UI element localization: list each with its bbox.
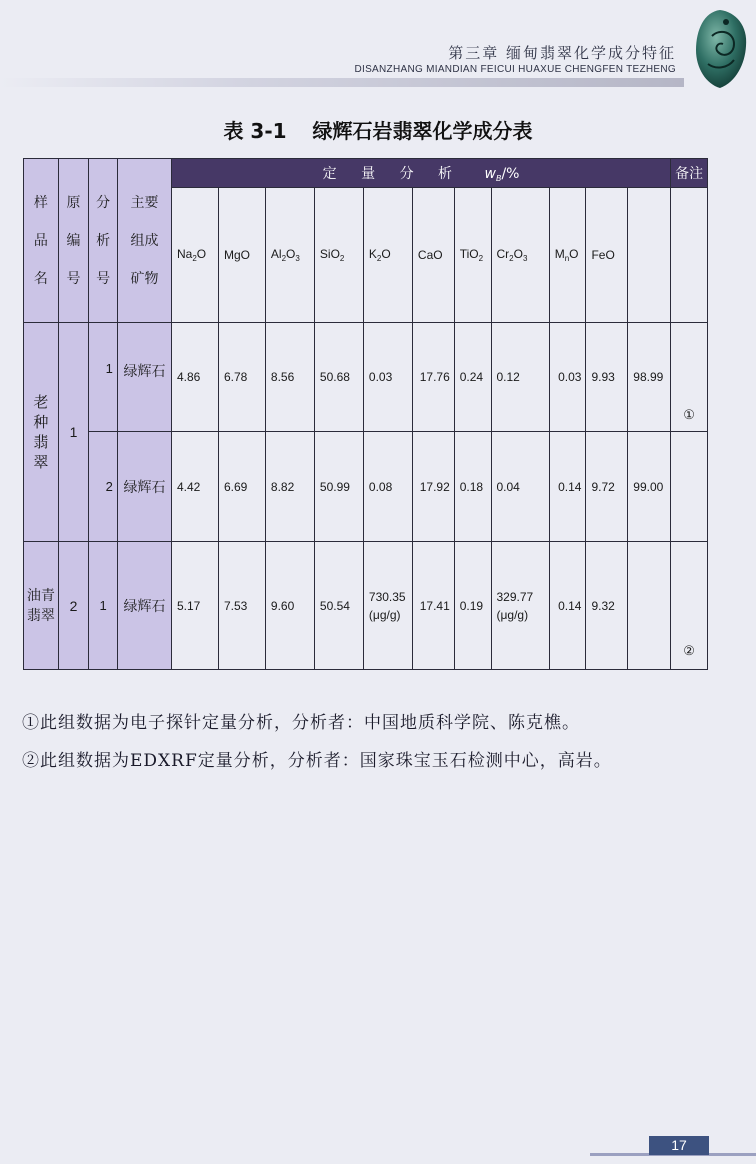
value-cell: [314, 432, 363, 542]
footnote-1: ①此组数据为电子探针定量分析，分析者：中国地质科学院、陈克樵。: [22, 713, 580, 733]
value-text: 9.60: [270, 598, 295, 613]
value-text: 17.76: [419, 370, 450, 384]
oxide-text: O: [569, 247, 579, 261]
oxide-header: [363, 188, 412, 323]
jade-carving-icon: [690, 6, 752, 92]
header-original-no: [58, 159, 89, 323]
oxide-text: Na: [177, 247, 193, 261]
original-no-cell: 2: [58, 542, 89, 670]
header-text: 析: [96, 232, 111, 249]
table-number: 表 3-1: [223, 119, 287, 143]
value-text: 9.32: [591, 598, 615, 613]
value-cell: [454, 542, 491, 670]
value-cell: [314, 542, 363, 670]
mineral-cell: 绿辉石: [117, 542, 171, 670]
oxide-text: MgO: [223, 248, 250, 262]
value-cell: [412, 323, 454, 432]
value-text: 50.54: [319, 598, 350, 613]
oxide-header: [265, 188, 314, 323]
oxide-subscript: 2: [281, 254, 287, 263]
header-text: 组成: [130, 232, 159, 249]
value-cell: [412, 432, 454, 542]
oxide-text: O: [196, 247, 207, 261]
value-text: 6.69: [223, 479, 248, 494]
value-cell: [265, 542, 314, 670]
value-cell: [218, 542, 265, 670]
value-text: 9.72: [591, 479, 615, 494]
value-cell: [454, 432, 491, 542]
value-text: 730.35: [368, 589, 406, 604]
oxide-text: SiO: [319, 247, 340, 261]
analysis-no-cell: 2: [89, 432, 118, 542]
value-cell: [412, 542, 454, 670]
table-caption: [0, 115, 756, 144]
analysis-no-cell: 1: [89, 323, 118, 432]
sample-name-char: 种: [33, 413, 49, 431]
value-text: 9.93: [591, 370, 615, 384]
oxide-text: O: [513, 247, 523, 261]
value-text: 0.12: [496, 370, 520, 384]
sample-name-cell: [24, 323, 59, 542]
header-sample-name: [24, 159, 59, 323]
value-cell: [172, 432, 219, 542]
value-cell: [172, 542, 219, 670]
oxide-text: Al: [270, 247, 282, 261]
remark-cell: ②: [671, 542, 708, 670]
value-cell: [218, 323, 265, 432]
value-text: 5.17: [177, 598, 201, 613]
header-remarks: 备注: [671, 159, 708, 188]
chapter-title-cn: 第三章 缅甸翡翠化学成分特征: [448, 44, 676, 62]
chapter-title-en: DISANZHANG MIANDIAN FEICUI HUAXUE CHENGFEN TEZHENG: [354, 64, 676, 75]
value-text: 4.86: [177, 370, 201, 384]
value-text: 8.56: [270, 370, 295, 384]
oxide-subscript: 3: [522, 254, 528, 263]
value-text: 0.18: [459, 479, 484, 494]
value-cell: [549, 323, 586, 432]
header-text: 原: [66, 194, 81, 211]
value-cell: [265, 323, 314, 432]
oxide-header-remark: [671, 188, 708, 323]
oxide-text: K: [368, 247, 377, 261]
oxide-subscript: 2: [376, 254, 382, 263]
footnote-2: ②此组数据为EDXRF定量分析，分析者：国家珠宝玉石检测中心，高岩。: [22, 751, 612, 771]
value-cell: [628, 542, 671, 670]
table-title: 绿辉石岩翡翠化学成分表: [312, 119, 533, 143]
value-cell: [454, 323, 491, 432]
oxide-subscript: 2: [192, 254, 197, 263]
header-text: 号: [66, 270, 81, 287]
header-text: 品: [33, 232, 48, 249]
value-cell: [218, 432, 265, 542]
oxide-header: [454, 188, 491, 323]
header-rule: [0, 78, 684, 87]
mineral-cell: 绿辉石: [117, 323, 171, 432]
oxide-header: [549, 188, 586, 323]
quantitative-analysis-band: [172, 159, 671, 188]
oxide-text: FeO: [591, 248, 615, 262]
value-text: 0.24: [459, 370, 484, 384]
value-text: 17.41: [419, 598, 450, 613]
oxide-header: [314, 188, 363, 323]
header-text: 主要: [130, 194, 159, 211]
value-text: 6.78: [223, 370, 248, 384]
value-text: 4.42: [177, 479, 201, 494]
value-cell: [586, 323, 628, 432]
band-unit: [484, 166, 501, 182]
header-text: 号: [96, 270, 111, 287]
sample-name-char: 翠: [33, 453, 49, 471]
sample-name-char: 老: [33, 393, 49, 411]
mineral-cell: 绿辉石: [117, 432, 171, 542]
sample-name-cell: [24, 542, 59, 670]
header-text: 编: [66, 232, 81, 249]
band-label: 定 量 分 析: [322, 166, 463, 182]
value-cell: [172, 323, 219, 432]
oxide-header: [172, 188, 219, 323]
value-text: 0.19: [459, 598, 484, 613]
value-cell: [628, 432, 671, 542]
oxide-subscript: 2: [339, 254, 345, 263]
oxide-header: [491, 188, 549, 323]
value-text: 0.14: [558, 598, 582, 613]
oxide-subscript: n: [564, 254, 570, 263]
value-cell: [363, 323, 412, 432]
value-text: 98.99: [633, 370, 664, 384]
value-text: 7.53: [223, 598, 248, 613]
sample-name-char: 翡: [33, 433, 49, 451]
value-text: 0.03: [558, 370, 582, 384]
value-cell: [549, 542, 586, 670]
value-cell: [491, 432, 549, 542]
page-number: 17: [649, 1136, 709, 1155]
value-cell: [265, 432, 314, 542]
header-analysis-no: [89, 159, 118, 323]
value-text: 0.04: [496, 479, 520, 494]
oxide-subscript: 3: [295, 254, 300, 263]
oxide-text: Cr: [496, 247, 510, 261]
sample-name-char: 油青: [26, 587, 55, 604]
oxide-header: [218, 188, 265, 323]
value-cell: [491, 542, 549, 670]
header-text: 样: [33, 194, 48, 211]
oxide-subscript: 2: [509, 254, 514, 263]
analysis-no-cell: 1: [89, 542, 118, 670]
band-unit-symbol: w: [484, 166, 496, 182]
value-unit: (μg/g): [496, 607, 529, 622]
band-unit-suffix: /%: [501, 166, 520, 182]
value-text: 0.08: [368, 479, 393, 494]
remark-cell-empty: [671, 432, 708, 542]
oxide-header: [586, 188, 628, 323]
value-cell: [586, 542, 628, 670]
value-cell: [586, 432, 628, 542]
value-unit: (μg/g): [368, 607, 401, 622]
oxide-text: M: [554, 247, 565, 261]
sample-name-char: 翡翠: [26, 607, 55, 624]
value-cell: [363, 432, 412, 542]
value-cell: [491, 323, 549, 432]
value-text: 329.77: [496, 589, 534, 604]
oxide-header-sum: [628, 188, 671, 323]
value-text: 17.92: [419, 479, 450, 494]
header-text: 名: [33, 270, 48, 287]
remark-cell: ①: [671, 323, 708, 432]
oxide-text: CaO: [417, 248, 443, 262]
oxide-header: [412, 188, 454, 323]
band-unit-subscript: B: [495, 174, 502, 183]
chemical-composition-table: [23, 158, 708, 670]
value-cell: [628, 323, 671, 432]
value-text: 50.68: [319, 370, 350, 384]
value-text: 0.03: [368, 370, 393, 384]
value-text: 8.82: [270, 479, 295, 494]
oxide-text: TiO: [459, 247, 479, 261]
oxide-subscript: 2: [478, 254, 484, 263]
oxide-text: O: [381, 247, 391, 261]
header-text: 矿物: [130, 270, 159, 287]
original-no-cell: 1: [58, 323, 89, 542]
value-cell: [314, 323, 363, 432]
value-cell: [363, 542, 412, 670]
header-text: 分: [96, 194, 111, 211]
value-cell: [549, 432, 586, 542]
value-text: 50.99: [319, 479, 350, 494]
value-text: 0.14: [558, 479, 582, 494]
header-main-mineral: [117, 159, 171, 323]
value-text: 99.00: [633, 479, 664, 494]
oxide-text: O: [286, 247, 296, 261]
